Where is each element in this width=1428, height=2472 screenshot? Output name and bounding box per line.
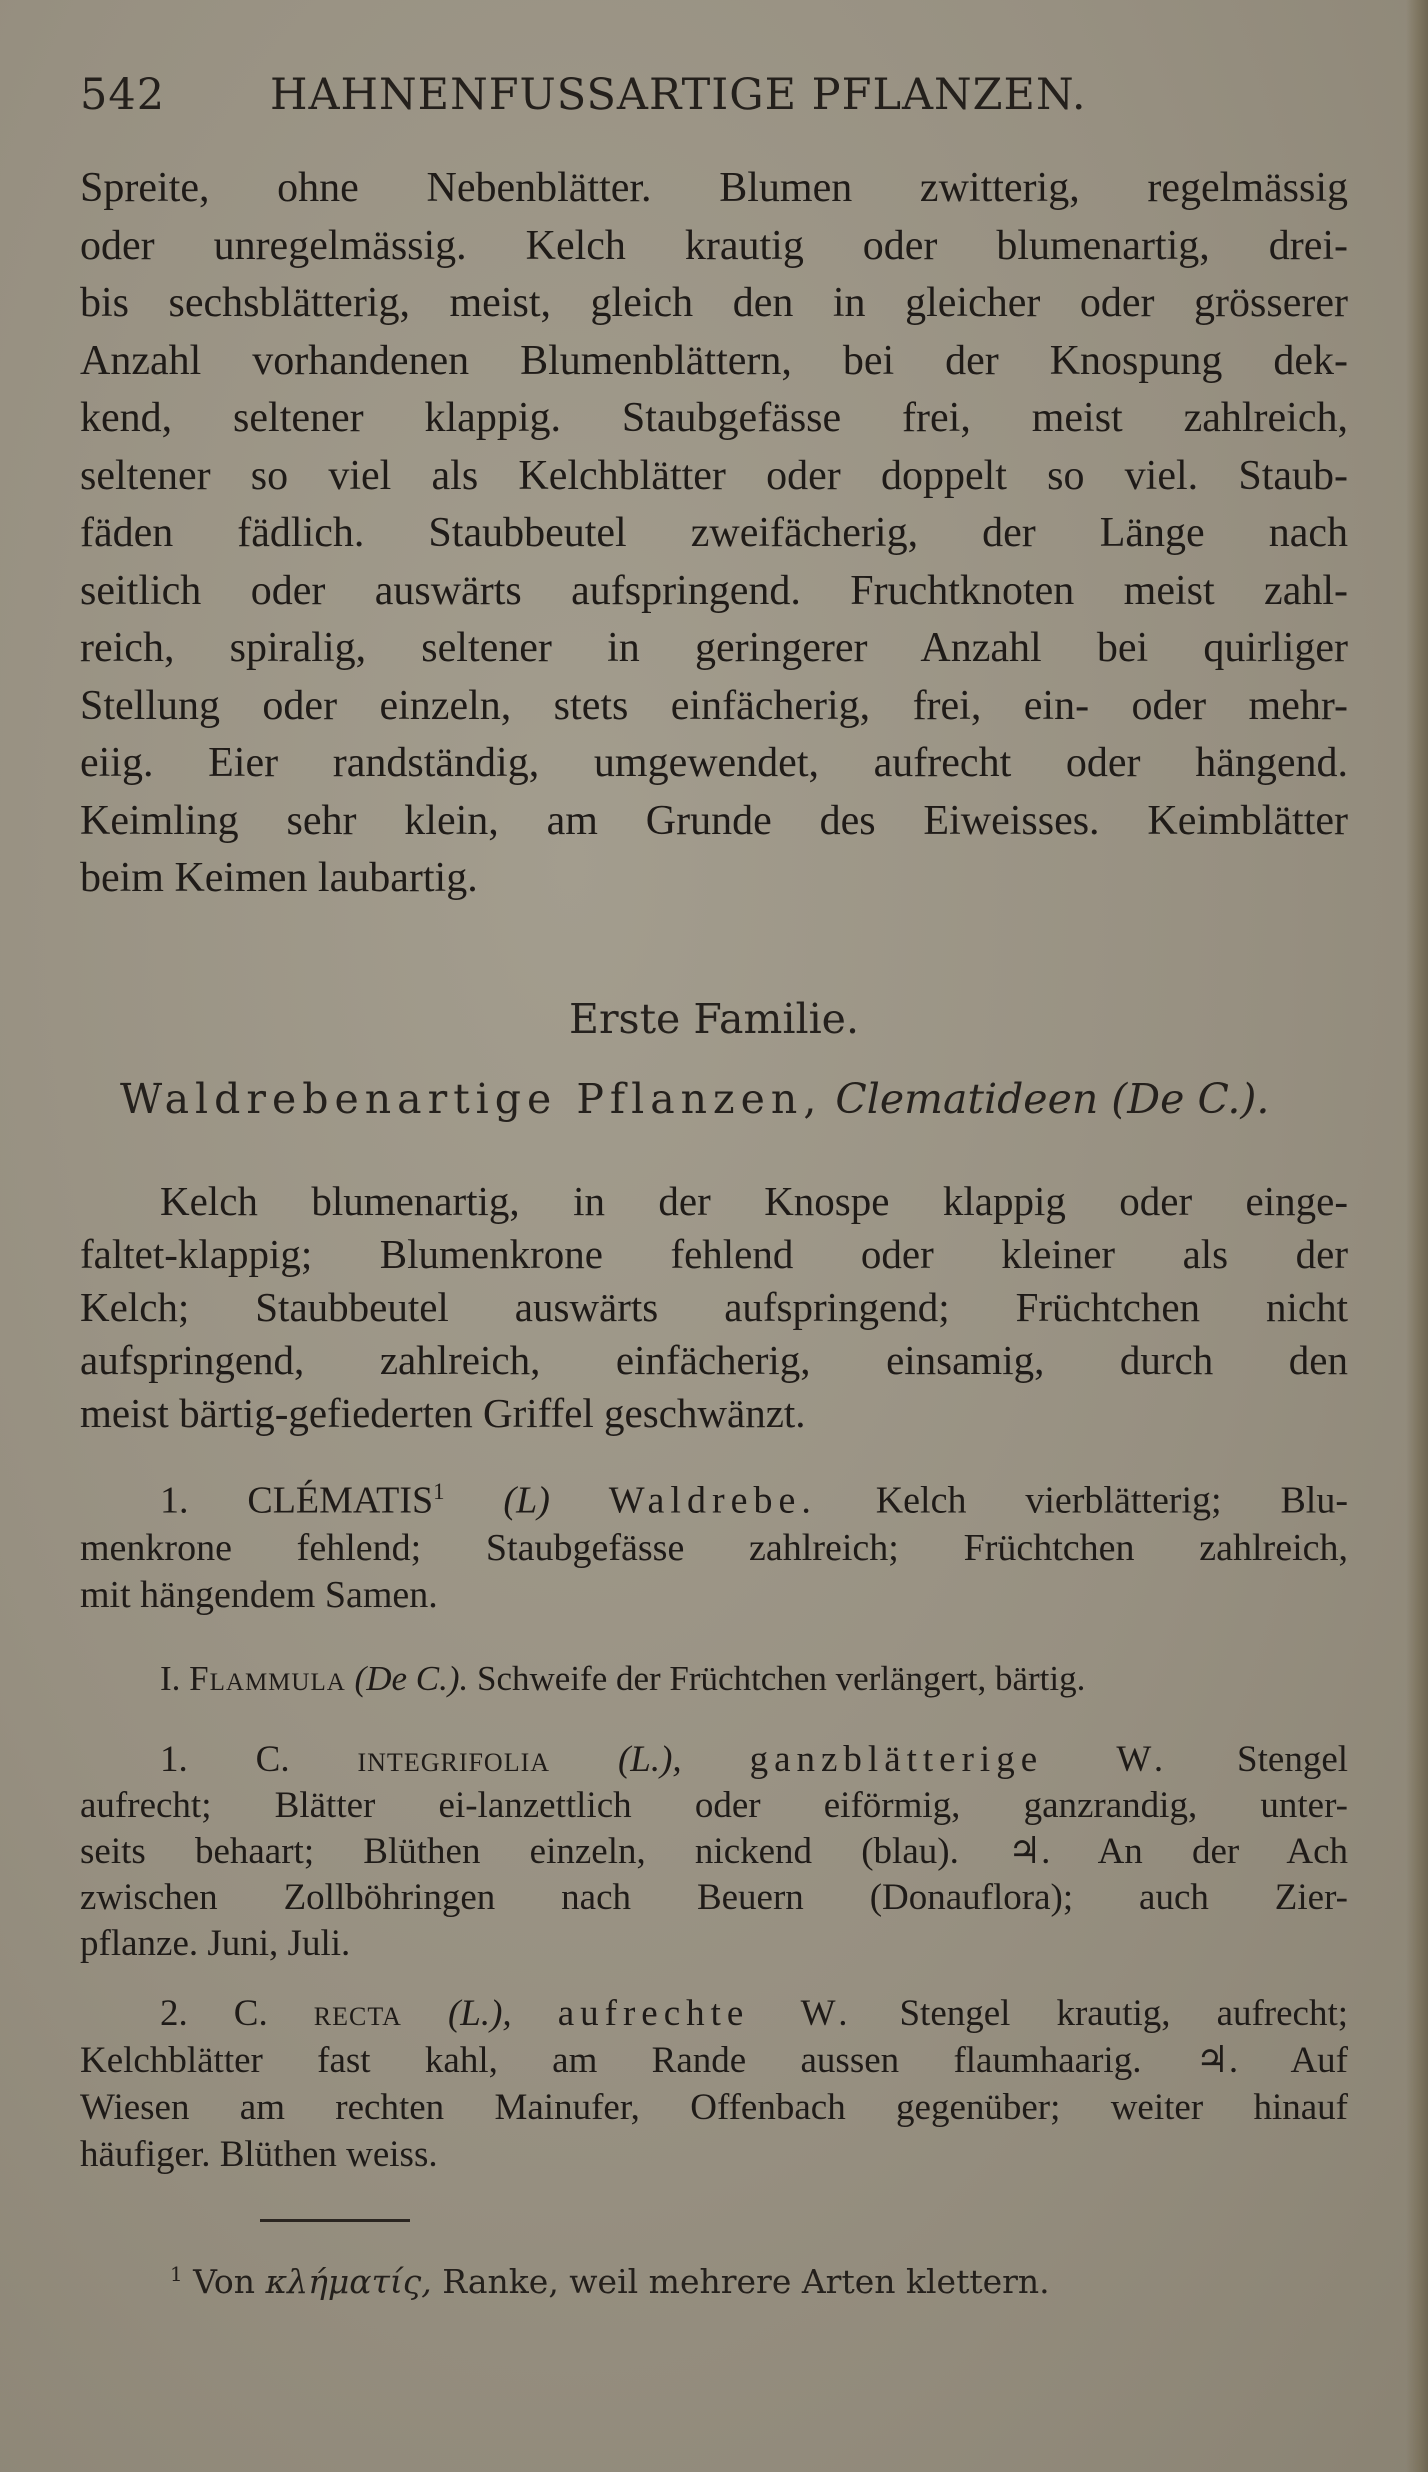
family-number-heading: Erste Familie. xyxy=(569,995,859,1043)
species-text: Stengel krautig, aufrecht; xyxy=(899,1993,1349,2034)
text-line xyxy=(80,1990,1348,2037)
text-line: bis sechsblätterig, meist, gleich den in gleicher oder grösserer xyxy=(80,280,1348,326)
page-edge-shadow xyxy=(1406,0,1428,2472)
species-epithet: integrifolia xyxy=(357,1739,551,1780)
species-epithet: recta xyxy=(313,1993,402,2034)
text-line xyxy=(80,1737,1348,1783)
species-genus: C. xyxy=(233,1993,268,2034)
species-text: Stengel xyxy=(1237,1739,1349,1780)
genus-text: Kelch vierblätterig; Blu- xyxy=(875,1479,1348,1522)
genus-name: CLÉMATIS xyxy=(247,1479,434,1522)
section-entry xyxy=(80,1656,1348,1702)
section-numeral: I. xyxy=(160,1659,181,1698)
species-number: 1. xyxy=(160,1739,188,1780)
text-line: Kelch blumenartig, in der Knospe klappig oder einge- xyxy=(160,1178,1348,1224)
text-line: oder unregelmässig. Kelch krautig oder blumenartig, drei- xyxy=(80,222,1348,269)
footnote-divider xyxy=(260,2219,410,2222)
text-line: mit hängendem Samen. xyxy=(80,1573,438,1616)
page-number: 542 xyxy=(80,70,166,120)
running-header xyxy=(80,70,1160,120)
footnote-mark: 1 xyxy=(433,1479,445,1504)
genus-authority: (L) xyxy=(503,1479,550,1522)
text-line: menkrone fehlend; Staubgefässe zahlreich; Früchtchen zahlreich, xyxy=(80,1526,1348,1569)
text-line: seits behaart; Blüthen einzeln, nickend (blau). ♃. An der Ach xyxy=(80,1831,1348,1872)
text-line: zwischen Zollböhringen nach Beuern (Donauflora); auch Zier- xyxy=(80,1877,1348,1918)
genus-number: 1. xyxy=(160,1479,189,1522)
family-latin-name: Clematideen (De C.). xyxy=(835,1075,1270,1123)
text-line: Stellung oder einzeln, stets einfächerig, frei, ein- oder mehr- xyxy=(80,682,1348,729)
intro-paragraph xyxy=(80,160,1348,908)
footnote xyxy=(170,2262,1050,2301)
text-line: fäden fädlich. Staubbeutel zweifächerig, der Länge nach xyxy=(80,510,1348,556)
footnote-mark: 1 xyxy=(170,2263,183,2286)
section-name: Flammula xyxy=(189,1659,346,1698)
species-number: 2. xyxy=(160,1993,188,2034)
footnote-text: Von xyxy=(193,2262,256,2301)
text-line xyxy=(80,1656,1348,1702)
family-description xyxy=(80,1175,1348,1440)
text-line: Spreite, ohne Nebenblätter. Blumen zwitterig, regelmässig xyxy=(80,165,1348,211)
text-line: Kelchblätter fast kahl, am Rande aussen flaumhaarig. ♃. Auf xyxy=(80,2040,1348,2081)
text-line: reich, spiralig, seltener in geringerer Anzahl bei quirliger xyxy=(80,625,1348,671)
text-line: Anzahl vorhandenen Blumenblättern, bei der Knospung dek- xyxy=(80,337,1348,384)
text-line: Keimling sehr klein, am Grunde des Eiweisses. Keimblätter xyxy=(80,797,1348,844)
species-german-name: ganzblätterige W. xyxy=(749,1739,1170,1780)
text-line: eiig. Eier randständig, umgewendet, aufrecht oder hängend. xyxy=(80,740,1348,786)
text-line: Wiesen am rechten Mainufer, Offenbach gegenüber; weiter hinauf xyxy=(80,2087,1348,2128)
footnote-greek-word: κλήματίς, xyxy=(265,2262,432,2301)
footnote-text: Ranke, weil mehrere Arten klettern. xyxy=(442,2262,1050,2301)
text-line: häufiger. Blüthen weiss. xyxy=(80,2134,438,2175)
text-line: Kelch; Staubbeutel auswärts aufspringend; Früchtchen nicht xyxy=(80,1284,1348,1330)
family-name-heading xyxy=(120,1075,1320,1123)
section-authority: (De C.). xyxy=(354,1659,469,1698)
species-authority: (L.), xyxy=(447,1993,512,2034)
species-genus: C. xyxy=(255,1739,290,1780)
text-line: aufrecht; Blätter ei-lanzettlich oder eiförmig, ganzrandig, unter- xyxy=(80,1785,1348,1826)
species-german-name: aufrechte W. xyxy=(557,1993,854,2034)
text-line: seitlich oder auswärts aufspringend. Fruchtknoten meist zahl- xyxy=(80,567,1348,614)
text-line: faltet-klappig; Blumenkrone fehlend oder kleiner als der xyxy=(80,1231,1348,1277)
species-entry xyxy=(80,1737,1348,1967)
genus-entry xyxy=(80,1468,1348,1619)
text-line: seltener so viel als Kelchblätter oder doppelt so viel. Staub- xyxy=(80,452,1348,499)
text-line: meist bärtig-gefiederten Griffel geschwänzt. xyxy=(80,1390,806,1436)
text-line: aufspringend, zahlreich, einfächerig, einsamig, durch den xyxy=(80,1337,1348,1383)
text-line xyxy=(80,1468,1348,1525)
text-line: kend, seltener klappig. Staubgefässe frei, meist zahlreich, xyxy=(80,395,1348,441)
section-text: Schweife der Früchtchen verlängert, bärtig. xyxy=(477,1659,1086,1698)
species-authority: (L.), xyxy=(617,1739,682,1780)
species-entry xyxy=(80,1990,1348,2178)
running-title: HAHNENFUSSARTIGE PFLANZEN. xyxy=(270,70,1087,120)
genus-german-name: Waldrebe. xyxy=(608,1479,817,1522)
text-line: beim Keimen laubartig. xyxy=(80,855,478,901)
family-german-name: Waldrebenartige Pflanzen, xyxy=(120,1075,823,1123)
text-line: pflanze. Juni, Juli. xyxy=(80,1923,351,1964)
